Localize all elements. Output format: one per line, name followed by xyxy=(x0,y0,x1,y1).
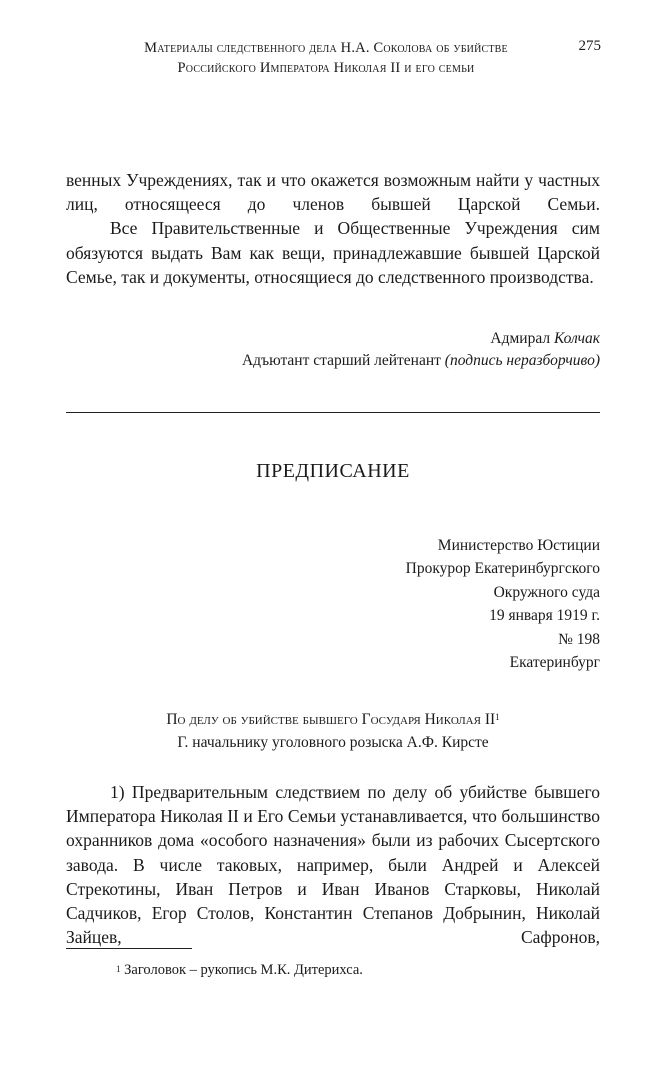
footnote xyxy=(116,960,363,980)
signature-block xyxy=(242,328,600,372)
order-header-line: 19 января 1919 г. xyxy=(489,607,600,625)
letter-text xyxy=(66,168,600,289)
running-head xyxy=(66,38,586,78)
adjutant-title: Адъютант старший лейтенант xyxy=(241,352,445,369)
order-paragraph-1: 1) Предварительным следствием по делу об убийстве бывшего Императора Николая II и Его Семьи устанавливается, что большинство охранников дома «особого назначения» были из рабочих Сысертского завода. В числе таковых, например, были Андрей и Алексей Стрекотины, Иван Петров и Иван Иванов Старковы, Николай Садчиков, Егор Столов, Константин Степанов Добрынин, Николай Зайцев, Сафронов, xyxy=(66,782,600,948)
order-header-line: № 198 xyxy=(558,630,600,648)
order-header-line: Прокурор Екатеринбургского xyxy=(405,560,600,578)
running-head-line-2: Российского Императора Николая II и его семьи xyxy=(177,60,475,76)
letter-paragraph-1: венных Учреждениях, так и что окажется возможным найти у частных лиц, относящееся до членов бывшей Царской Семьи. xyxy=(66,170,600,215)
footnote-text: Заголовок – рукопись М.К. Дитерихса. xyxy=(120,962,363,978)
letter-paragraph-2: Все Правительственные и Общественные Учреждения сим обязуются выдать Вам как вещи, принадлежавшие бывшей Царской Семье, так и документы, относящиеся до следственного производства. xyxy=(66,218,600,287)
case-title-line-2: Г. начальнику уголовного розыска А.Ф. Кирсте xyxy=(177,734,489,751)
signature-title: Адмирал xyxy=(490,330,554,347)
order-header-block xyxy=(406,534,600,674)
footnote-mark: 1 xyxy=(116,964,121,974)
order-header-line: Екатеринбург xyxy=(509,654,600,672)
footnote-divider xyxy=(66,948,192,949)
adjutant-note: (подпись неразборчиво) xyxy=(444,352,600,369)
order-title: ПРЕДПИСАНИЕ xyxy=(256,460,410,482)
footnote-reference: 1 xyxy=(495,712,500,722)
signature-adjutant xyxy=(242,350,600,372)
case-title-text: По делу об убийстве бывшего Государя Николая II xyxy=(166,711,496,728)
signature-name: Колчак xyxy=(553,330,600,347)
order-text xyxy=(66,780,600,949)
order-header-line: Министерство Юстиции xyxy=(437,537,600,554)
page-number: 275 xyxy=(578,38,601,54)
case-title-line-1 xyxy=(66,708,600,731)
order-header-line: Окружного суда xyxy=(493,583,600,601)
running-head-line-1: Материалы следственного дела Н.А. Соколова об убийстве xyxy=(144,40,508,56)
section-divider xyxy=(66,412,600,413)
case-title xyxy=(66,708,600,754)
signature-admiral xyxy=(242,328,600,350)
